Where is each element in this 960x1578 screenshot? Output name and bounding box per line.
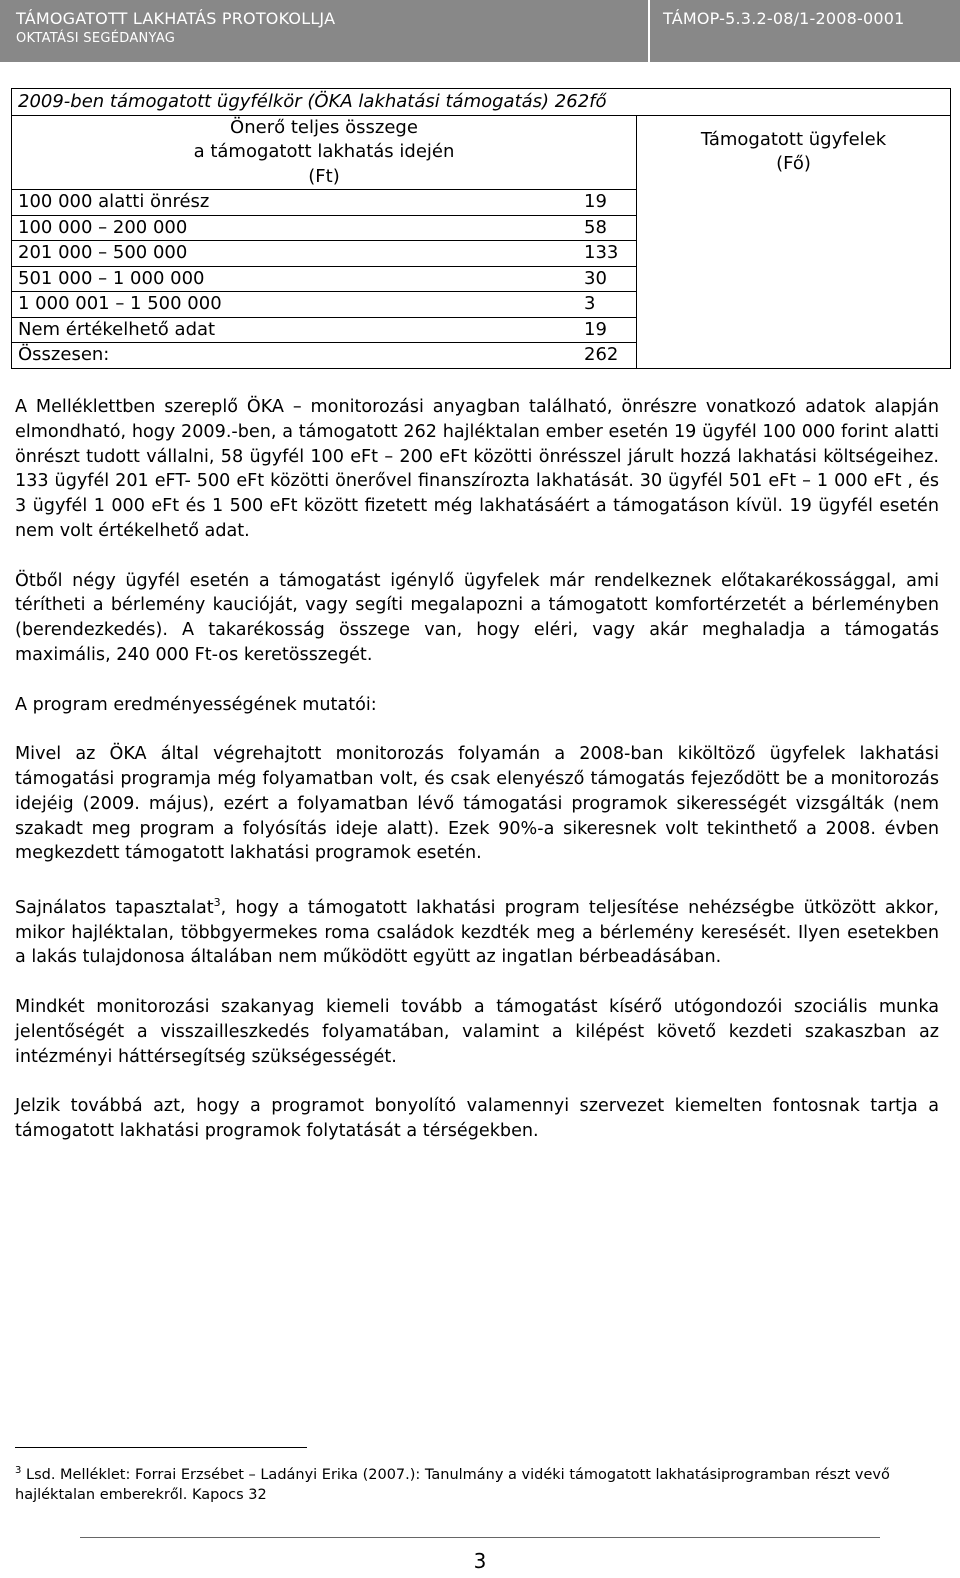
section-heading: A program eredményességének mutatói: (15, 694, 377, 715)
document-header (0, 0, 960, 62)
col2-header-line: Támogatott ügyfelek (700, 128, 887, 150)
table-row-cell (12, 292, 637, 318)
row-value: 262 (584, 344, 619, 365)
self-contribution-table (11, 88, 951, 369)
footnote-separator (15, 1447, 307, 1448)
table-caption-row (12, 89, 951, 116)
header-title: TÁMOGATOTT LAKHATÁS PROTOKOLLJA (16, 9, 336, 28)
body-text (15, 395, 939, 1169)
table-col2-header (637, 115, 951, 368)
table-row-cell (12, 343, 637, 369)
paragraph: A Melléklettben szereplő ÖKA – monitorozási anyagban található, önrészre vonatkozó adatok alapján elmondható, hogy 2009.-ben, a támogatott 262 hajléktalan ember esetén 19 ügyfél 100 000 forint alatti önrészt tudott vállalni, 58 ügyfél 100 eFt – 200 eFt közötti önrésszel járult hozzá lakhatási költségeihez. 133 ügyfél 201 eFT- 500 eFt közötti önerővel finanszírozta lakhatását. 30 ügyfél 501 eFt – 1 000 eFt , és 3 ügyfél 1 000 eFt és 1 500 eFt között fizetett még lakhatásáért a támogatáson kívül. 19 ügyfél esetén nem volt értékelhető adat. (15, 397, 939, 541)
row-label: 501 000 – 1 000 000 (18, 267, 205, 289)
paragraph: Ötből négy ügyfél esetén a támogatást igénylő ügyfelek már rendelkeznek előtakarékossággal, ami térítheti a bérlemény kaucióját, vagy segíti megalapozni a támogatott komfortérzetét a bérleményben (berendezkedés). A takarékosság összege van, hogy eléri, vagy akár meghaladja a támogatás maximális, 240 000 Ft-os keretösszegét. (15, 570, 939, 665)
col2-header-line: (Fő) (776, 153, 811, 174)
row-value: 30 (584, 267, 607, 289)
paragraph (15, 891, 939, 970)
row-label: 201 000 – 500 000 (18, 242, 188, 263)
table-caption: 2009-ben támogatott ügyfélkör (ÖKA lakhatási támogatás) 262fő (12, 89, 951, 116)
paragraph-text: , hogy a támogatott lakhatási program teljesítése nehézségbe ütközött akkor, mikor hajléktalan, többgyermekes roma családok kezdték meg a bérlemény keresését. Ilyen esetekben a lakás tulajdonosa általában nem működött együtt az ingatlan bérbeadásában. (15, 897, 939, 968)
col1-header-line: Önerő teljes összege (230, 116, 418, 138)
row-value: 133 (584, 242, 619, 263)
paragraph-text: Sajnálatos tapasztalat (15, 897, 214, 918)
col1-header-line: a támogatott lakhatás idején (193, 141, 455, 162)
col1-header-line: (Ft) (308, 165, 340, 187)
row-label: Összesen: (18, 344, 110, 365)
table-row-cell (12, 190, 637, 216)
header-subtitle: OKTATÁSI SEGÉDANYAG (16, 31, 176, 46)
table-row-cell (12, 215, 637, 241)
footnote-reference[interactable]: 3 (213, 895, 221, 909)
row-label: 100 000 – 200 000 (18, 216, 188, 238)
row-value: 19 (584, 191, 607, 212)
table-row-cell (12, 241, 637, 267)
footnote-text: Lsd. Melléklet: Forrai Erzsébet – Ladányi Erika (2007.): Tanulmány a vidéki támogatott lakhatásiprogramban részt vevő hajléktalan emberekről. Kapocs 32 (15, 1466, 890, 1503)
header-left (16, 8, 636, 48)
row-value: 19 (584, 318, 607, 340)
footer-separator (80, 1537, 880, 1538)
row-label: 1 000 001 – 1 500 000 (18, 293, 222, 314)
row-value: 3 (584, 293, 596, 314)
footnote (15, 1461, 939, 1505)
table-col1-header (12, 115, 637, 190)
table-row-cell (12, 317, 637, 343)
header-divider (648, 0, 650, 62)
table-header-row (12, 115, 951, 190)
row-label: Nem értékelhető adat (18, 318, 216, 340)
paragraph: Mindkét monitorozási szakanyag kiemeli tovább a támogatást kísérő utógondozói szociális munka jelentőségét a visszailleszkedés folyamatában, valamint a kilépést követő kezdeti szakaszban az intézményi háttérsegítség szükségességét. (15, 996, 939, 1067)
page-number: 3 (473, 1549, 487, 1573)
project-code: TÁMOP-5.3.2-08/1-2008-0001 (663, 9, 905, 28)
table-row-cell (12, 266, 637, 292)
paragraph: Mivel az ÖKA által végrehajtott monitorozás folyamán a 2008-ban kiköltöző ügyfelek lakhatási támogatási programja még folyamatban volt, és csak elenyésző támogatás fejeződött be a monitorozás idejéig (2009. május), ezért a folyamatban lévő támogatási programok sikerességét vizsgálták (nem szakadt meg program a folyósítás ideje alatt). Ezek 90%-a sikeresnek volt tekinthető a 2008. évben megkezdett támogatott lakhatási programok esetén. (15, 744, 939, 864)
row-label: 100 000 alatti önrész (18, 191, 210, 212)
row-value: 58 (584, 216, 607, 238)
footnote-number: 3 (15, 1465, 22, 1476)
paragraph: Jelzik továbbá azt, hogy a programot bonyolító valamennyi szervezet kiemelten fontosnak tartja a támogatott lakhatási programok folytatását a térségekben. (15, 1096, 939, 1141)
